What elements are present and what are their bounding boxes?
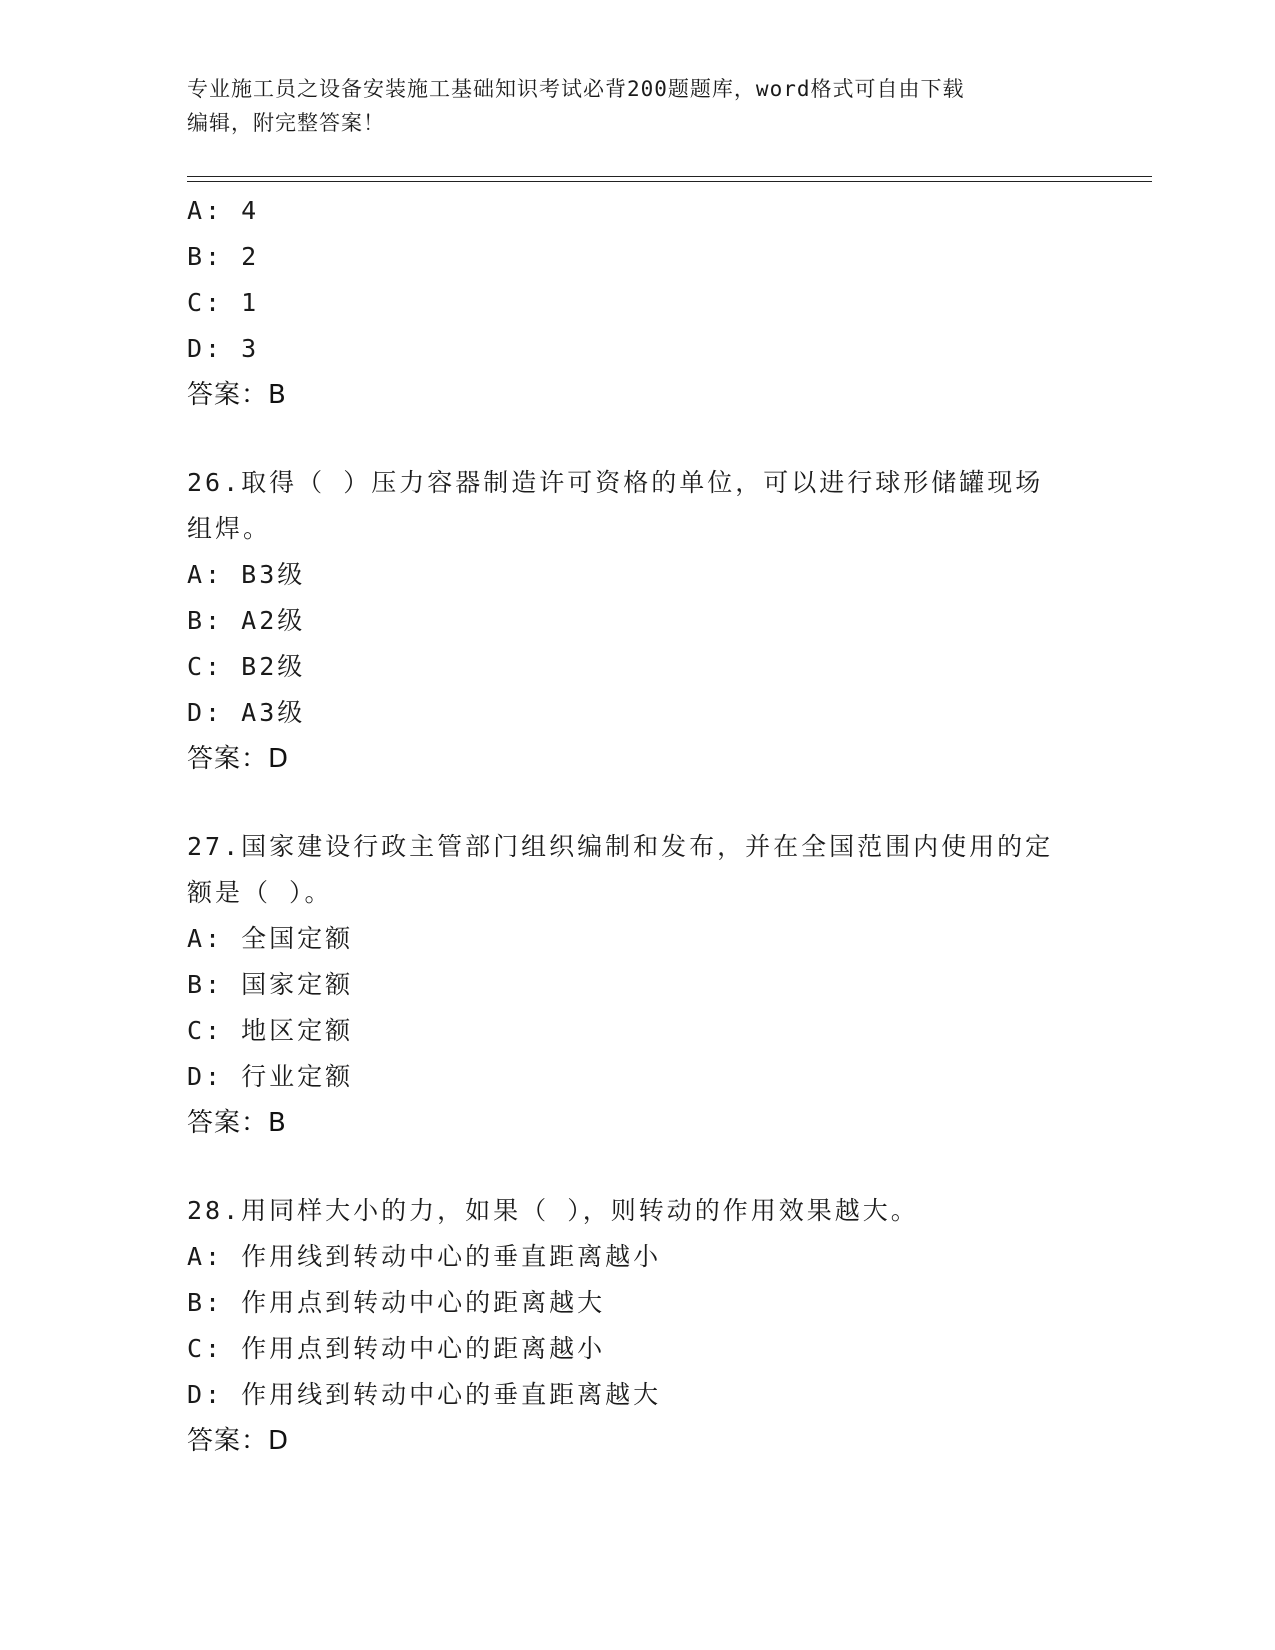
option-c: C: B2级 (187, 652, 306, 681)
question-28 (187, 1188, 1087, 1464)
option-d: D: 行业定额 (187, 1062, 354, 1091)
option-b: B: A2级 (187, 606, 306, 635)
question-stem-continued: 组焊。 (187, 514, 272, 543)
option-a: A: 4 (187, 196, 260, 225)
header-divider-top (187, 176, 1152, 177)
answer-label: 答案：D (187, 744, 290, 774)
option-b: B: 作用点到转动中心的距离越大 (187, 1288, 606, 1317)
question-26 (187, 460, 1087, 782)
answer-label: 答案：B (187, 380, 287, 410)
question-stem: 27.国家建设行政主管部门组织编制和发布，并在全国范围内使用的定 (187, 832, 1054, 861)
spacer (187, 418, 1087, 460)
question-stem: 28.用同样大小的力，如果（ ），则转动的作用效果越大。 (187, 1196, 919, 1225)
document-header (187, 72, 1067, 140)
spacer (187, 1146, 1087, 1188)
option-b: B: 2 (187, 242, 260, 271)
option-a: A: 作用线到转动中心的垂直距离越小 (187, 1242, 662, 1271)
answer-label: 答案：D (187, 1426, 290, 1456)
answer-label: 答案：B (187, 1108, 287, 1138)
option-d: D: 作用线到转动中心的垂直距离越大 (187, 1380, 662, 1409)
option-d: D: 3 (187, 334, 260, 363)
option-d: D: A3级 (187, 698, 306, 727)
question-list (187, 188, 1087, 1464)
question-27 (187, 824, 1087, 1146)
question-25 (187, 188, 1087, 418)
question-stem: 26.取得（ ）压力容器制造许可资格的单位，可以进行球形储罐现场 (187, 468, 1044, 497)
header-divider-bottom (187, 181, 1152, 182)
spacer (187, 782, 1087, 824)
option-c: C: 1 (187, 288, 260, 317)
header-title-line-1: 专业施工员之设备安装施工基础知识考试必背200题题库，word格式可自由下载 (187, 77, 965, 101)
option-a: A: B3级 (187, 560, 306, 589)
option-c: C: 作用点到转动中心的距离越小 (187, 1334, 606, 1363)
option-a: A: 全国定额 (187, 924, 354, 953)
question-stem-continued: 额是（ ）。 (187, 878, 333, 907)
option-c: C: 地区定额 (187, 1016, 354, 1045)
header-title-line-2: 编辑，附完整答案！ (187, 111, 385, 135)
option-b: B: 国家定额 (187, 970, 354, 999)
